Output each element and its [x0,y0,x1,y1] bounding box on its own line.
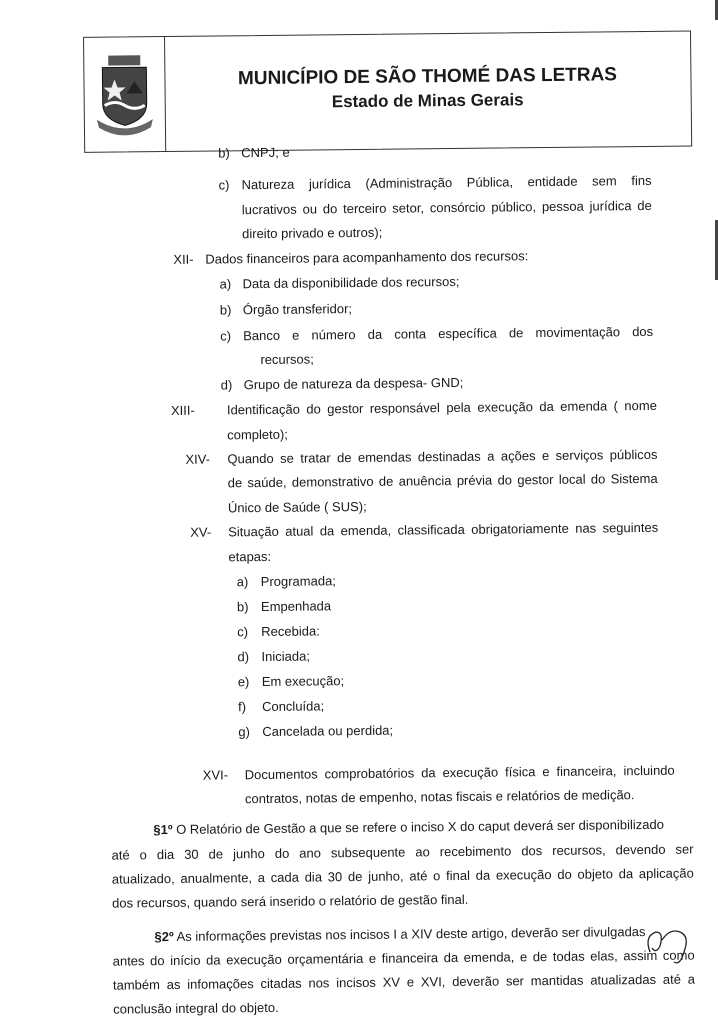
inciso-text: etapas: [228,548,272,565]
paragraph-1-line: atualizado, anualmente, a cada dia 30 de junho, até o final da execução do objeto da aplicação [111,865,694,887]
letterhead [83,30,692,152]
paragraph-1-line [153,817,693,839]
paragraph-1-line: dos recursos, quando será inserido o relatório de gestão final. [112,891,469,911]
municipality-title: MUNICÍPIO DE SÃO THOMÉ DAS LETRAS [237,64,618,90]
roman-numeral: XIV- [185,451,211,467]
stage-text: Empenhada [260,598,332,615]
paragraph-2-line: conclusão integral do objeto. [113,999,279,1017]
paragraph-2-line: antes do início da execução orçamentária e financeira da emenda, e de todas elas, assim como [112,947,695,969]
roman-numeral: XVI- [202,767,229,783]
paragraph-text: O Relatório de Gestão a que se refere o inciso X do caput deverá ser disponibilizado [172,816,664,837]
item-text: lucrativos ou do terceiro setor, consórcio público, pessoa jurídica de [241,197,652,218]
inciso-text: Quando se tratar de emendas destinadas a ações e serviços públicos [227,446,658,467]
stage-label: b) [236,599,249,615]
item-label: b) [218,145,230,161]
item-label: c) [220,328,232,344]
stage-text: Iniciada; [261,648,311,665]
stage-text: Cancelada ou perdida; [262,722,394,740]
item-text: recursos; [260,351,314,368]
municipal-seal-icon [94,53,155,136]
roman-numeral: XII- [173,251,194,267]
item-text: direito privado e outros); [242,224,383,242]
inciso-text: Documentos comprobatórios da execução física e financeira, incluindo [244,762,675,783]
inciso-text: de saúde, demonstrativo de anuência prévia do gestor local do Sistema [227,470,658,491]
item-text: Data da disponibilidade dos recursos; [242,273,460,292]
inciso-text: Identificação do gestor responsável pela execução da emenda ( nome [226,397,657,418]
paragraph-mark: §1º [153,821,173,838]
paragraph-2-line: também as infomações citadas nos incisos XV e XVI, deverão ser mantidas atualizadas até a [112,971,695,993]
stage-text: Concluída; [261,698,325,715]
stage-label: c) [237,624,249,640]
inciso-text: contratos, notas de empenho, notas fiscais e relatórios de medição. [244,787,635,807]
item-label: d) [220,377,233,393]
paragraph-1-line: até o dia 30 de junho do ano subsequente ao recebimento dos recursos, devendo ser [111,841,694,863]
stage-label: f) [237,699,247,715]
inciso-text: completo); [227,426,288,443]
stage-text: Em execução; [261,673,345,690]
item-text: Grupo de natureza da despesa- GND; [243,374,464,393]
inciso-text: Único de Saúde ( SUS); [227,498,367,516]
paragraph-mark: §2º [154,928,174,945]
roman-numeral: XV- [190,524,212,540]
item-label: b) [219,302,232,318]
inciso-text: Situação atual da emenda, classificada obrigatoriamente nas seguintes [228,519,659,540]
roman-numeral: XIII- [170,402,195,418]
item-text: Órgão transferidor; [242,301,353,318]
state-subtitle: Estado de Minas Gerais [331,90,524,112]
stage-text: Programada; [260,573,336,590]
handwritten-initials-icon [640,922,700,972]
stage-label: d) [237,649,250,665]
stage-label: e) [237,674,250,690]
stage-label: g) [238,724,250,740]
item-label: c) [218,177,230,193]
logo-cell [84,37,166,152]
item-text: Natureza jurídica (Administração Pública, entidade sem fins [241,172,652,193]
inciso-text: Dados financeiros para acompanhamento dos recursos: [205,248,529,267]
item-label: a) [219,276,232,292]
item-text: CNPJ; e [241,144,290,161]
paragraph-2-line [154,924,694,946]
paragraph-text: As informações previstas nos incisos I a XIV deste artigo, deverão ser divulgadas [173,924,646,944]
item-text: Banco e número da conta específica de movimentação dos [243,323,654,344]
stage-label: a) [236,574,249,590]
stage-text: Recebida: [261,623,320,640]
